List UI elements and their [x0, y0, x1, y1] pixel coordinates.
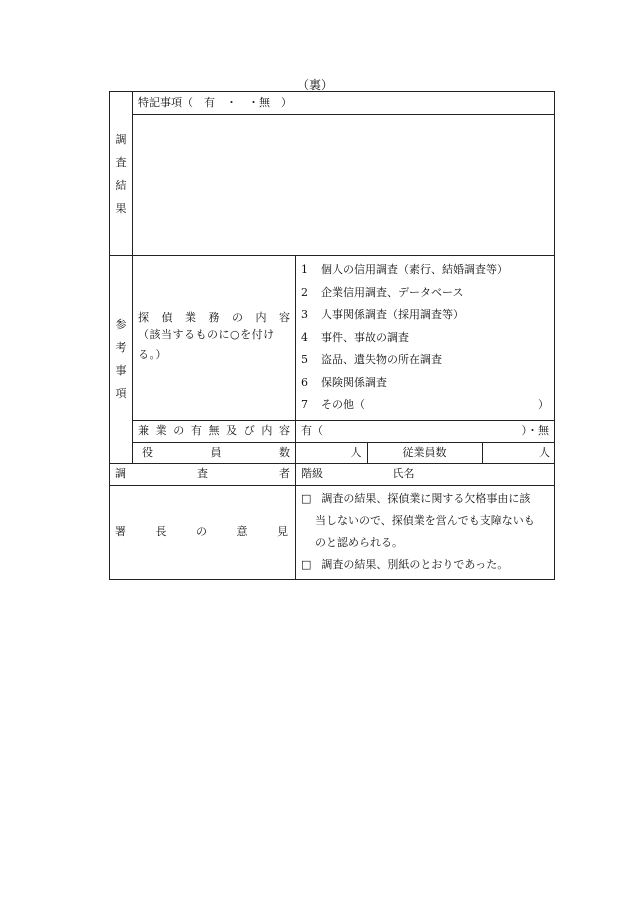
list-item[interactable]: 2 企業信用調査、データベース [301, 285, 464, 299]
list-item[interactable]: 6 保険関係調査 [301, 375, 387, 389]
officers-label: 役 員 数 [133, 442, 296, 463]
side-business-value[interactable]: 有（ ）・無 [296, 420, 555, 442]
special-notes: 特記事項（ 有 ・ ・無 ） [133, 92, 555, 115]
investigator-value[interactable] [296, 463, 555, 485]
name-label: 氏名 [392, 467, 415, 480]
chief-opinion-label: 署 長 の 意 見 [110, 485, 296, 579]
list-item[interactable]: 5 盗品、遺失物の所在調査 [301, 353, 442, 366]
employees-count-field[interactable]: 人 [482, 443, 555, 463]
reference-label: 参 考 事 項 [110, 256, 133, 464]
result-content-area[interactable] [133, 115, 555, 256]
business-content-note: （該当するものに○を付ける。） [138, 327, 275, 361]
opinion-option-1[interactable]: □ 調査の結果、探偵業に関する欠格事由に該 [301, 492, 531, 505]
list-item[interactable]: 3 人事関係調査（採用調査等） [301, 308, 464, 321]
side-business-label: 兼 業 の 有 無 及 び 内 容 [133, 420, 296, 442]
investigator-label: 調 査 者 [110, 463, 296, 485]
rank-label: 階級 [301, 467, 323, 480]
page-heading: （裏） [296, 78, 333, 92]
officers-value-cell [296, 442, 555, 463]
list-item[interactable]: 1 個人の信用調査（素行、結婚調査等） [301, 263, 508, 276]
opinion-option-2[interactable]: □ 調査の結果、別紙のとおりであった。 [301, 558, 509, 571]
officers-count-field[interactable]: 人 [350, 445, 362, 459]
business-content-list [296, 256, 555, 421]
list-item-other[interactable]: 7 その他（ ） [301, 398, 549, 411]
result-label: 調 査 結 果 [110, 92, 133, 256]
business-content-heading: 探 偵 業 務 の 内 容 [138, 310, 290, 324]
list-item[interactable]: 4 事件、事故の調査 [301, 330, 409, 344]
checkbox-icon[interactable]: □ [301, 492, 312, 505]
investigation-form [109, 91, 555, 580]
employees-label: 従業員数 [367, 443, 482, 463]
business-content-label [133, 256, 296, 421]
chief-opinion-options: □ 調査の結果、探偵業に関する欠格事由に該 当しないので、探偵業を営んでも支障ないも のと認められる。 □ 調査の結果、別紙のとおりであった。 [296, 485, 555, 579]
checkbox-icon[interactable]: □ [301, 558, 312, 571]
